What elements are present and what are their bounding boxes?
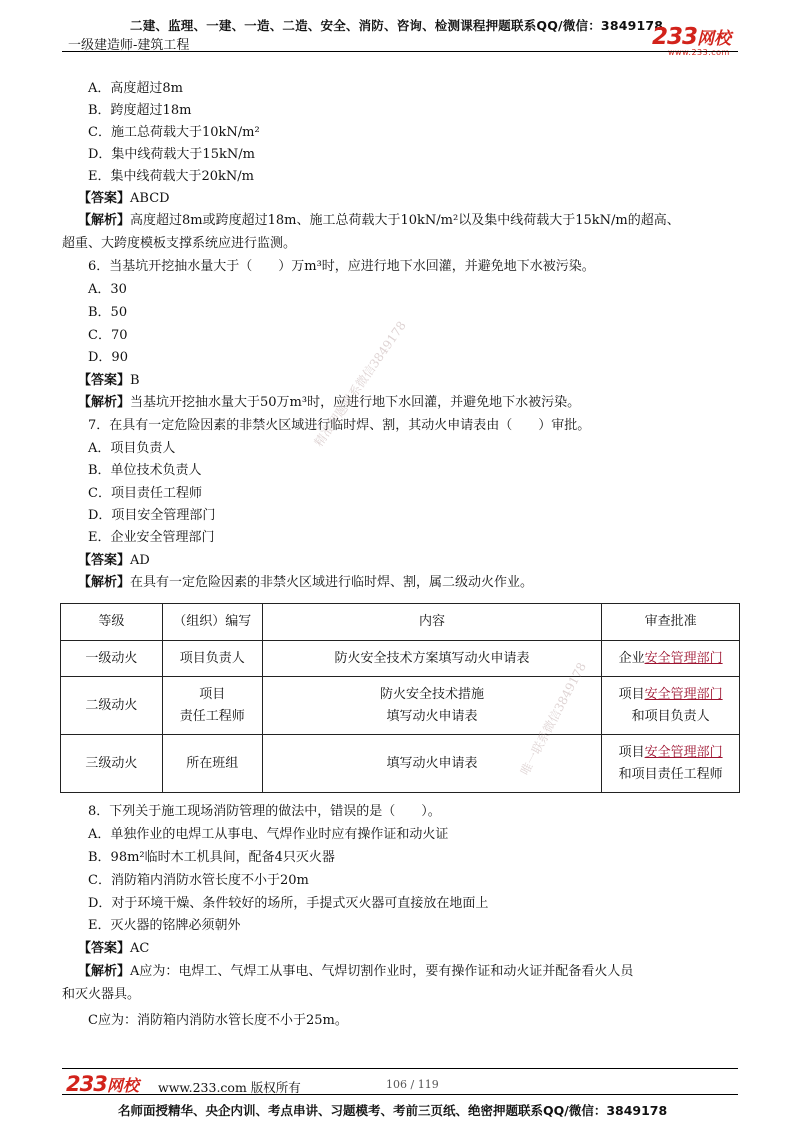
analysis-tag: 【解析】 [78, 395, 131, 410]
answer-value: AD [130, 553, 150, 568]
table-cell-writer [162, 641, 262, 677]
q7-stem: 7．在具有一定危险因素的非禁火区域进行临时焊、割，其动火申请表由（ ）审批。 [88, 418, 591, 433]
table-cell-approve [602, 677, 740, 735]
header-contact-line: 二建、监理、一建、一造、二造、安全、消防、咨询、检测课程押题联系QQ/微信：3849178 [130, 18, 664, 33]
table-cell-approve [602, 735, 740, 793]
q5-option-a: A．高度超过8m [88, 81, 183, 96]
hot-work-table [60, 603, 740, 793]
q7-option-d: D．项目安全管理部门 [88, 508, 216, 523]
approve-prefix: 企业 [618, 650, 645, 666]
q5-analysis-cont: 超重、大跨度模板支撑系统应进行监测。 [62, 236, 297, 251]
table-cell-level: 二级动火 [61, 677, 163, 735]
writer-line: 项目负责人 [179, 650, 245, 666]
table-row [61, 677, 740, 735]
q6-option-a: A．30 [88, 282, 127, 297]
approve-line: 和项目责任工程师 [618, 766, 723, 782]
approve-line [606, 648, 735, 670]
q7-option-e: E．企业安全管理部门 [88, 530, 215, 545]
approve-line [606, 684, 735, 706]
logo-url: www.233.com [668, 48, 730, 57]
table-row [61, 735, 740, 793]
approve-prefix: 项目 [618, 686, 645, 702]
logo-net: 网校 [697, 29, 732, 49]
footer-divider [62, 1068, 738, 1069]
q8-option-d: D．对于环境干燥、条件较好的场所，手提式灭火器可直接放在地面上 [88, 896, 489, 911]
analysis-text: 高度超过8m或跨度超过18m、施工总荷载大于10kN/m²以及集中线荷载大于15kN/m的超高、 [130, 213, 680, 228]
approve-line: 和项目负责人 [631, 708, 710, 724]
table-header: （组织）编写 [162, 604, 262, 641]
table-cell-content [262, 735, 601, 793]
answer-tag: 【答案】 [78, 941, 131, 956]
table-header-row [61, 604, 740, 641]
q8-option-b: B．98m²临时木工机具间，配备4只灭火器 [88, 850, 335, 865]
writer-line: 所在班组 [186, 755, 239, 771]
content-line: 防火安全技术措施 [379, 686, 484, 702]
table-cell-level: 三级动火 [61, 735, 163, 793]
q5-option-c: C．施工总荷载大于10kN/m² [88, 125, 260, 140]
footer-logo [66, 1072, 139, 1096]
analysis-text: 当基坑开挖抽水量大于50万m³时，应进行地下水回灌，并避免地下水被污染。 [130, 395, 581, 410]
table-cell-level: 一级动火 [61, 641, 163, 677]
q7-analysis [78, 574, 533, 592]
table-header: 审查批准 [602, 604, 740, 641]
q6-answer [78, 372, 140, 390]
q7-answer [78, 552, 150, 570]
q6-analysis [78, 394, 580, 412]
approve-highlight: 安全管理部门 [644, 650, 723, 666]
page-number: 106 / 119 [386, 1078, 439, 1091]
analysis-tag: 【解析】 [78, 213, 131, 228]
q6-option-c: C．70 [88, 328, 128, 343]
q8-option-c: C．消防箱内消防水管长度不小于20m [88, 873, 309, 888]
analysis-tag: 【解析】 [78, 575, 131, 590]
analysis-text: 在具有一定危险因素的非禁火区域进行临时焊、割，属二级动火作业。 [130, 575, 534, 590]
approve-prefix: 项目 [618, 744, 645, 760]
q8-option-a: A．单独作业的电焊工从事电、气焊作业时应有操作证和动火证 [88, 827, 449, 842]
q8-analysis-c: C应为：消防箱内消防水管长度不小于25m。 [88, 1013, 348, 1028]
q8-option-e: E．灭火器的铭牌必须朝外 [88, 918, 241, 933]
logo-number: 233 [652, 24, 698, 50]
logo-number: 233 [66, 1072, 107, 1096]
footer-divider-bottom [62, 1094, 738, 1095]
q8-analysis [78, 963, 633, 981]
q5-option-b: B．跨度超过18m [88, 103, 192, 118]
watermark-text: 精准押题联系微信3849178 [311, 318, 409, 450]
table-row [61, 641, 740, 677]
answer-value: B [130, 373, 140, 388]
footer-site: www.233.com 版权所有 [158, 1080, 301, 1095]
table-header: 等级 [61, 604, 163, 641]
footer-contact-line: 名师面授精华、央企内训、考点串讲、习题模考、考前三页纸、绝密押题联系QQ/微信：3849178 [118, 1103, 668, 1118]
table-cell-approve [602, 641, 740, 677]
answer-tag: 【答案】 [78, 553, 131, 568]
q7-option-a: A．项目负责人 [88, 441, 176, 456]
answer-value: AC [130, 941, 150, 956]
header-divider [62, 51, 738, 52]
content-line: 填写动火申请表 [386, 755, 478, 771]
q6-stem: 6．当基坑开挖抽水量大于（ ）万m³时，应进行地下水回灌，并避免地下水被污染。 [88, 259, 595, 274]
analysis-tag: 【解析】 [78, 964, 131, 979]
q5-option-e: E．集中线荷载大于20kN/m [88, 169, 254, 184]
table-cell-writer [162, 735, 262, 793]
q6-option-d: D．90 [88, 350, 128, 365]
table-cell-content [262, 641, 601, 677]
table-cell-writer [162, 677, 262, 735]
q8-answer [78, 940, 149, 958]
approve-highlight: 安全管理部门 [644, 686, 723, 702]
content-line: 防火安全技术方案填写动火申请表 [334, 650, 530, 666]
q5-option-d: D．集中线荷载大于15kN/m [88, 147, 255, 162]
answer-tag: 【答案】 [78, 191, 131, 206]
q5-analysis [78, 212, 680, 230]
table-header: 内容 [262, 604, 601, 641]
approve-line [606, 742, 735, 764]
analysis-text: A应为：电焊工、气焊工从事电、气焊切割作业时，要有操作证和动火证并配备看火人员 [130, 964, 634, 979]
q5-answer [78, 190, 170, 208]
writer-line: 项目 [199, 686, 226, 702]
content-line: 填写动火申请表 [386, 708, 478, 724]
q7-option-b: B．单位技术负责人 [88, 463, 202, 478]
header-subject: 一级建造师-建筑工程 [68, 38, 190, 53]
brand-logo [652, 24, 731, 50]
writer-line: 责任工程师 [179, 708, 245, 724]
q6-option-b: B．50 [88, 305, 128, 320]
watermark-text: 唯一联系微信3849178 [517, 660, 590, 778]
logo-net: 网校 [106, 1076, 139, 1095]
q7-option-c: C．项目责任工程师 [88, 486, 202, 501]
q8-stem: 8．下列关于施工现场消防管理的做法中，错误的是（ ）。 [88, 804, 441, 819]
answer-value: ABCD [130, 191, 170, 206]
approve-highlight: 安全管理部门 [644, 744, 723, 760]
answer-tag: 【答案】 [78, 373, 131, 388]
q8-analysis-cont: 和灭火器具。 [62, 987, 141, 1002]
